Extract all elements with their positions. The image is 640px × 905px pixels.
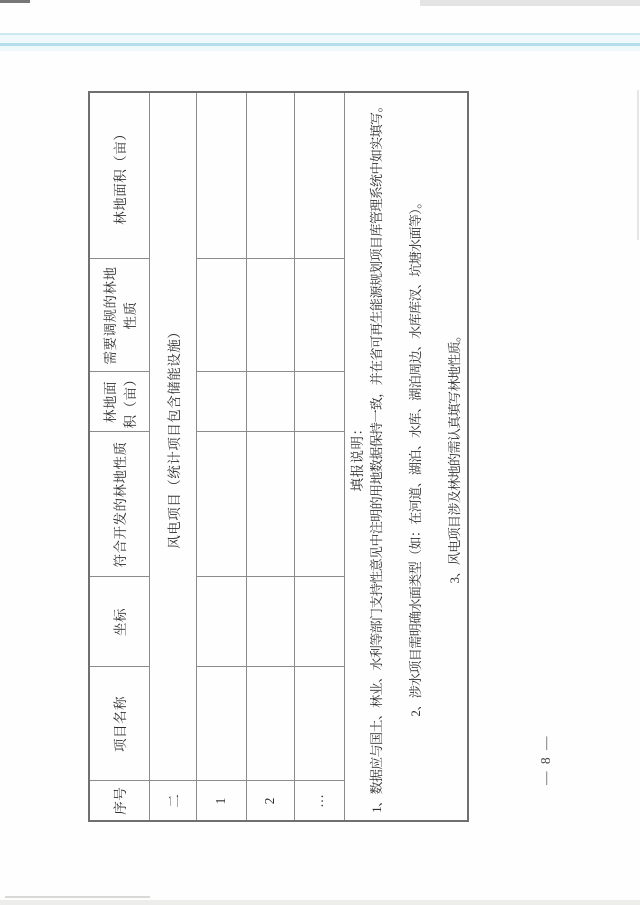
notes-item-3: 3、风电项目涉及林地的需认真填写林地性质。 (446, 329, 462, 584)
empty-cell (196, 92, 246, 259)
empty-cell (196, 432, 246, 577)
notes-title: 填报说明： (349, 421, 365, 492)
row-seq-ellipsis: … (294, 781, 344, 821)
table-row (196, 92, 246, 821)
table-row-ellipsis (294, 92, 344, 821)
empty-cell (196, 577, 246, 667)
empty-cell (294, 372, 344, 432)
page-number: — 8 — (538, 734, 553, 785)
section-index: 二 (149, 781, 196, 821)
notes-cell (344, 92, 468, 821)
empty-cell (196, 372, 246, 432)
empty-cell (294, 432, 344, 577)
section-row-wind-projects (149, 92, 196, 821)
notes-item-2: 2、涉水项目需明确水面类型（如：在河道、湖泊、水库、湖泊周边、水库库汊、坑塘水面等）。 (407, 196, 423, 717)
header-coordinates: 坐标 (89, 577, 149, 667)
project-land-table (88, 91, 469, 822)
empty-cell (294, 259, 344, 372)
row-seq: 1 (196, 781, 246, 821)
empty-cell (246, 667, 294, 781)
empty-cell (294, 92, 344, 259)
header-adjust-forest-type: 需要调规的林地性质 (89, 259, 149, 372)
empty-cell (246, 372, 294, 432)
section-title: 风电项目（统计项目包含储能设施） (149, 92, 196, 781)
header-eligible-forest-type: 符合开发的林地性质 (89, 432, 149, 577)
empty-cell (246, 577, 294, 667)
notes-item-1: 1、数据应与国土、林业、水利等部门支持性意见中注明的用地数据保持一致，并在省可再生能源规划项目库管理系统中如实填写。 (368, 100, 384, 813)
header-forest-area-1: 林地面积（亩） (89, 372, 149, 432)
empty-cell (294, 667, 344, 781)
header-seq: 序号 (89, 781, 149, 821)
empty-cell (294, 577, 344, 667)
empty-cell (246, 92, 294, 259)
empty-cell (196, 259, 246, 372)
notes-row (344, 92, 468, 821)
row-seq: 2 (246, 781, 294, 821)
empty-cell (196, 667, 246, 781)
table-row (246, 92, 294, 821)
empty-cell (246, 432, 294, 577)
empty-cell (246, 259, 294, 372)
header-project-name: 项目名称 (89, 667, 149, 781)
table-header-row (89, 92, 149, 821)
header-forest-area-2: 林地面积（亩） (89, 92, 149, 259)
